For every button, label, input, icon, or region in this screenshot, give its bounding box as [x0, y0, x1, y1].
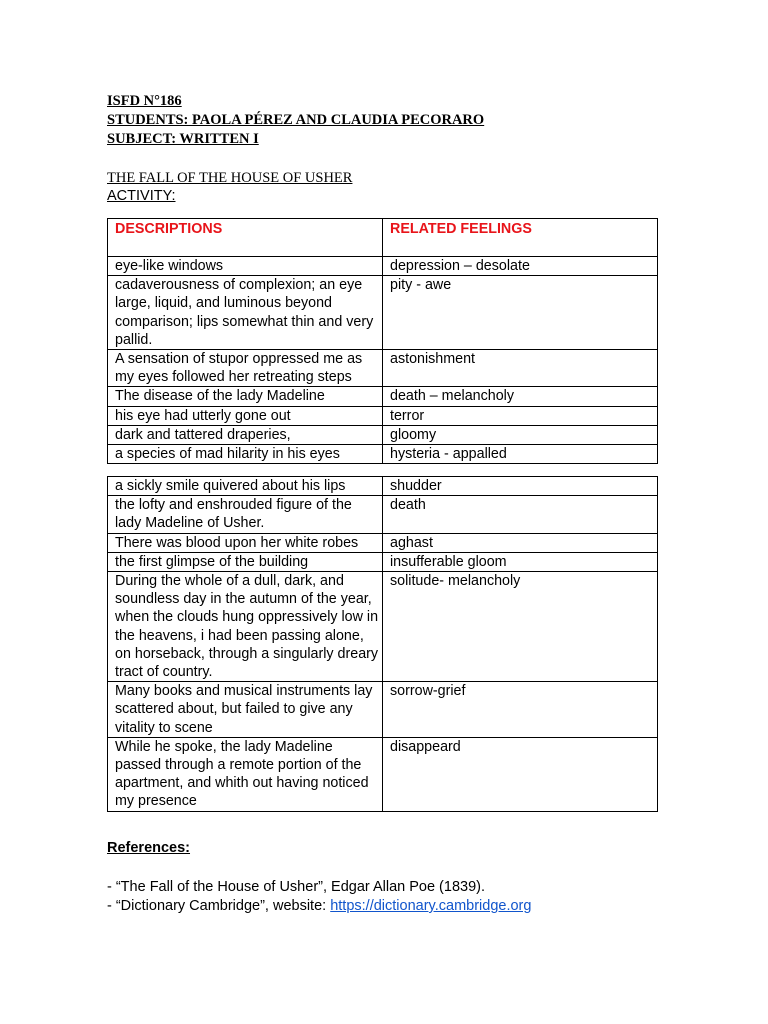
feeling-cell: gloomy — [383, 425, 658, 444]
feeling-cell: death — [383, 496, 658, 533]
cambridge-dictionary-link[interactable]: https://dictionary.cambridge.org — [330, 898, 532, 914]
description-cell: a sickly smile quivered about his lips — [108, 477, 383, 496]
table-row — [108, 425, 658, 444]
feeling-cell: aghast — [383, 533, 658, 552]
story-title: THE FALL OF THE HOUSE OF USHER — [107, 170, 353, 186]
references-title: References: — [107, 840, 191, 856]
feeling-cell: depression – desolate — [383, 257, 658, 276]
description-cell: During the whole of a dull, dark, and soundless day in the autumn of the year, when the clouds hung oppressively low in the heavens, i had been passing alone, on horseback, through a singularly dreary tract of country. — [108, 572, 383, 682]
feeling-cell: astonishment — [383, 350, 658, 387]
feeling-cell: solitude- melancholy — [383, 572, 658, 682]
institute-heading: ISFD N°186 — [107, 93, 182, 109]
table-row — [108, 533, 658, 552]
table-row — [108, 445, 658, 464]
feeling-cell: shudder — [383, 477, 658, 496]
table-row — [108, 257, 658, 276]
description-cell: While he spoke, the lady Madeline passed through a remote portion of the apartment, and whith out having noticed my presence — [108, 737, 383, 811]
descriptions-table-continued-body — [108, 477, 658, 812]
feeling-cell: pity - awe — [383, 276, 658, 350]
description-cell: There was blood upon her white robes — [108, 533, 383, 552]
table-row — [108, 387, 658, 406]
related-feelings-column-header: RELATED FEELINGS — [383, 219, 658, 257]
students-heading: STUDENTS: PAOLA PÉREZ AND CLAUDIA PECORARO — [107, 112, 485, 128]
table-row — [108, 572, 658, 682]
description-cell: A sensation of stupor oppressed me as my eyes followed her retreating steps — [108, 350, 383, 387]
feeling-cell: hysteria - appalled — [383, 445, 658, 464]
table-row — [108, 406, 658, 425]
descriptions-column-header: DESCRIPTIONS — [108, 219, 383, 257]
feeling-cell: terror — [383, 406, 658, 425]
description-cell: a species of mad hilarity in his eyes — [108, 445, 383, 464]
description-cell: The disease of the lady Madeline — [108, 387, 383, 406]
feeling-cell: disappeard — [383, 737, 658, 811]
table-row — [108, 496, 658, 533]
description-cell: his eye had utterly gone out — [108, 406, 383, 425]
table-row — [108, 552, 658, 571]
reference-text: - “Dictionary Cambridge”, website: — [107, 898, 331, 914]
reference-item — [107, 898, 531, 914]
table-row — [108, 276, 658, 350]
descriptions-table — [107, 218, 658, 464]
feeling-cell: death – melancholy — [383, 387, 658, 406]
description-cell: the lofty and enshrouded figure of the lady Madeline of Usher. — [108, 496, 383, 533]
descriptions-table-continued — [107, 476, 658, 812]
feeling-cell: sorrow-grief — [383, 682, 658, 738]
descriptions-table-body — [108, 219, 658, 464]
description-cell: dark and tattered draperies, — [108, 425, 383, 444]
table-header-row — [108, 219, 658, 257]
description-cell: eye-like windows — [108, 257, 383, 276]
table-row — [108, 682, 658, 738]
feeling-cell: insufferable gloom — [383, 552, 658, 571]
table-row — [108, 737, 658, 811]
subject-heading: SUBJECT: WRITTEN I — [107, 131, 259, 147]
activity-label: ACTIVITY: — [107, 188, 176, 204]
table-row — [108, 350, 658, 387]
reference-item: - “The Fall of the House of Usher”, Edgar Allan Poe (1839). — [107, 879, 485, 895]
description-cell: cadaverousness of complexion; an eye large, liquid, and luminous beyond comparison; lips somewhat thin and very pallid. — [108, 276, 383, 350]
table-row — [108, 477, 658, 496]
description-cell: the first glimpse of the building — [108, 552, 383, 571]
description-cell: Many books and musical instruments lay scattered about, but failed to give any vitality to scene — [108, 682, 383, 738]
